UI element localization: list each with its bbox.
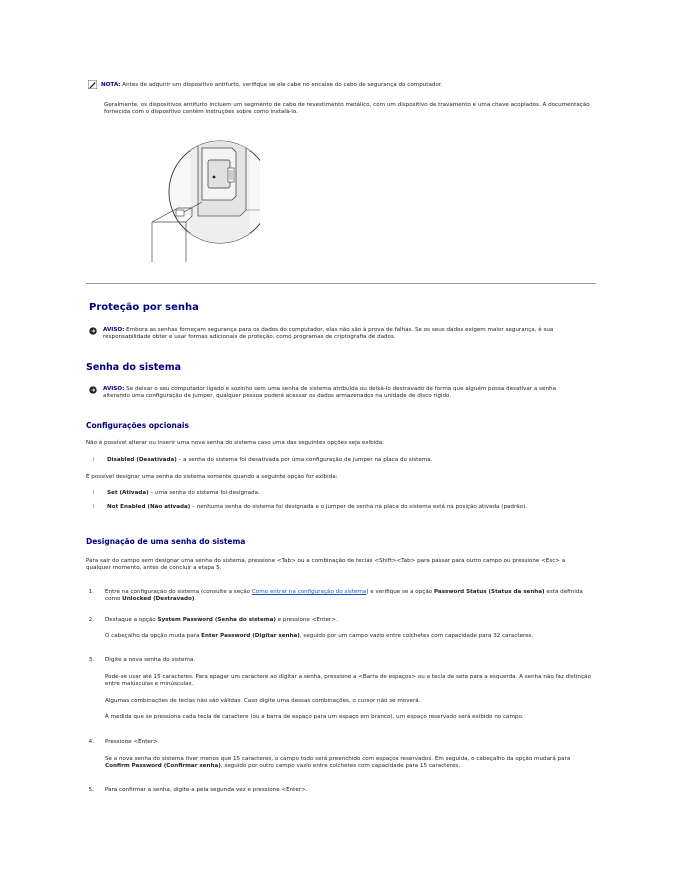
bullet-bold: Disabled (Desativada) — [107, 457, 177, 463]
step-number: 5. — [88, 787, 94, 793]
can-assign-text: É possível designar uma senha do sistema somente quando a seguinte opção for exibida: — [86, 474, 338, 480]
list-item — [93, 457, 597, 464]
bullet-marker: l — [93, 504, 95, 510]
section-divider — [86, 283, 596, 284]
step-3-detail: À medida que se pressiona cada tecla de caractere (ou a barra de espaço para um espaço em branco), um espaço reservado será exibido no campo. — [105, 714, 524, 720]
step-bold: Confirm Password (Confirmar senha) — [105, 763, 221, 769]
cannot-assign-text: Não é possível alterar ou inserir uma nova senha do sistema caso uma das seguintes opções seja exibida: — [86, 440, 385, 446]
note-pencil-icon — [88, 80, 97, 89]
step-bold: Unlocked (Destravado) — [122, 596, 195, 602]
step-2-text — [105, 617, 595, 624]
step-text: está definida como — [105, 589, 583, 602]
step-3-detail: Pode-se usar até 15 caracteres. Para apagar um caractere ao digitar a senha, pressione a <Barra de espaços> ou a tecla de seta para a esquerda. A senha não faz distinção entre maiúsculas e minúsculas. — [105, 674, 591, 687]
optional-settings-title: Configurações opcionais — [86, 421, 189, 430]
list-item — [93, 490, 597, 497]
step-2-detail — [105, 633, 595, 640]
warning-2-text — [103, 386, 583, 400]
step-text: , seguido por outro campo vazio entre colchetes com capacidade para 15 caracteres. — [220, 763, 461, 769]
intro-paragraph: Geralmente, os dispositivos antifurto incluem um segmento de cabo de revestimento metálico, com um dispositivo de travamento e uma chave acoplados. A documentação fornecida com o dispositivo contém instruções sobre como instalá-lo. — [104, 102, 590, 115]
assign-password-title: Designação de uma senha do sistema — [86, 537, 246, 546]
bullet-bold: Set (Ativada) — [107, 490, 149, 496]
step-bold: System Password (Senha do sistema) — [157, 617, 276, 623]
list-item — [93, 504, 597, 511]
warning-2-label: AVISO: — [103, 386, 125, 392]
warning-2-body: Se deixar o seu computador ligado e sozinho sem uma senha de sistema atribuída ou deixá-lo destravado de forma que alguém possa desativar a senha alterando uma configuração de jumper, qualquer pessoa poderá acessar os dados armazenados na unidade de disco rígido. — [103, 386, 557, 399]
step-text: Se a nova senha do sistema tiver menos que 15 caracteres, o campo todo será preenchido com espaços reservados. Em seguida, o cabeçalho da opção mudará para — [105, 756, 571, 762]
step-3-text: Digite a nova senha do sistema. — [105, 657, 196, 663]
security-cable-slot-illustration — [150, 130, 260, 265]
warning-1-label: AVISO: — [103, 327, 125, 333]
note-text — [101, 81, 621, 89]
step-number: 3. — [88, 657, 94, 663]
bullet-marker: l — [93, 490, 95, 496]
bullet-text: – a senha do sistema foi desativada por uma configuração de jumper na placa do sistema. — [176, 457, 433, 463]
bullet-text: – nenhuma senha do sistema foi designada e o jumper de senha na placa do sistema está na posição ativada (padrão). — [190, 504, 528, 510]
step-text: e pressione <Enter>. — [275, 617, 338, 623]
step-1-text — [105, 589, 595, 603]
warning-icon — [89, 327, 97, 335]
subsection-title: Senha do sistema — [86, 362, 182, 373]
section-title: Proteção por senha — [89, 302, 199, 313]
warning-1-text — [103, 327, 583, 341]
enter-setup-link[interactable]: Como entrar na configuração do sistema — [251, 589, 367, 595]
assign-intro-text: Para sair do campo sem designar uma senha do sistema, pressione <Tab> ou a combinação de teclas <Shift><Tab> para passar para outro campo ou pressione <Esc> a qualquer momento, antes de concluir a etapa 5. — [86, 558, 566, 571]
step-bold: Enter Password (Digitar senha) — [201, 633, 300, 639]
warning-icon — [89, 386, 97, 394]
step-number: 4. — [88, 739, 94, 745]
step-number: 1. — [88, 589, 94, 595]
step-4-text: Pressione <Enter>. — [105, 739, 160, 745]
bullet-marker: l — [93, 457, 95, 463]
step-4-detail — [105, 756, 595, 770]
warning-1-body: Embora as senhas forneçam segurança para os dados do computador, elas não são à prova de falhas. Se os seus dados exigem maior segurança, é sua responsabilidade obter e usar formas adicionais de proteção, como programas de criptografia de dados. — [103, 327, 554, 340]
step-number: 2. — [88, 617, 94, 623]
step-text: , seguido por um campo vazio entre colchetes com capacidade para 32 caracteres. — [299, 633, 534, 639]
step-text: . — [194, 596, 197, 602]
step-text: Destaque a opção — [105, 617, 158, 623]
step-bold: Password Status (Status da senha) — [433, 589, 545, 595]
bullet-text: – uma senha do sistema foi designada. — [148, 490, 260, 496]
step-3-detail: Algumas combinações de teclas não são válidas. Caso digite uma dessas combinações, o cursor não se moverá. — [105, 698, 421, 704]
step-text: Entre na configuração do sistema (consulte a seção — [105, 589, 252, 595]
note-body: Antes de adquirir um dispositivo antifurto, verifique se ele cabe no encaixe do cabo de segurança do computador. — [120, 82, 443, 88]
step-text: ) e verifique se a opção — [366, 589, 434, 595]
step-text: O cabeçalho da opção muda para — [105, 633, 202, 639]
step-5-text: Para confirmar a senha, digite-a pela segunda vez e pressione <Enter>. — [105, 787, 308, 793]
note-label: NOTA: — [101, 82, 121, 88]
bullet-bold: Not Enabled (Não ativada) — [107, 504, 191, 510]
